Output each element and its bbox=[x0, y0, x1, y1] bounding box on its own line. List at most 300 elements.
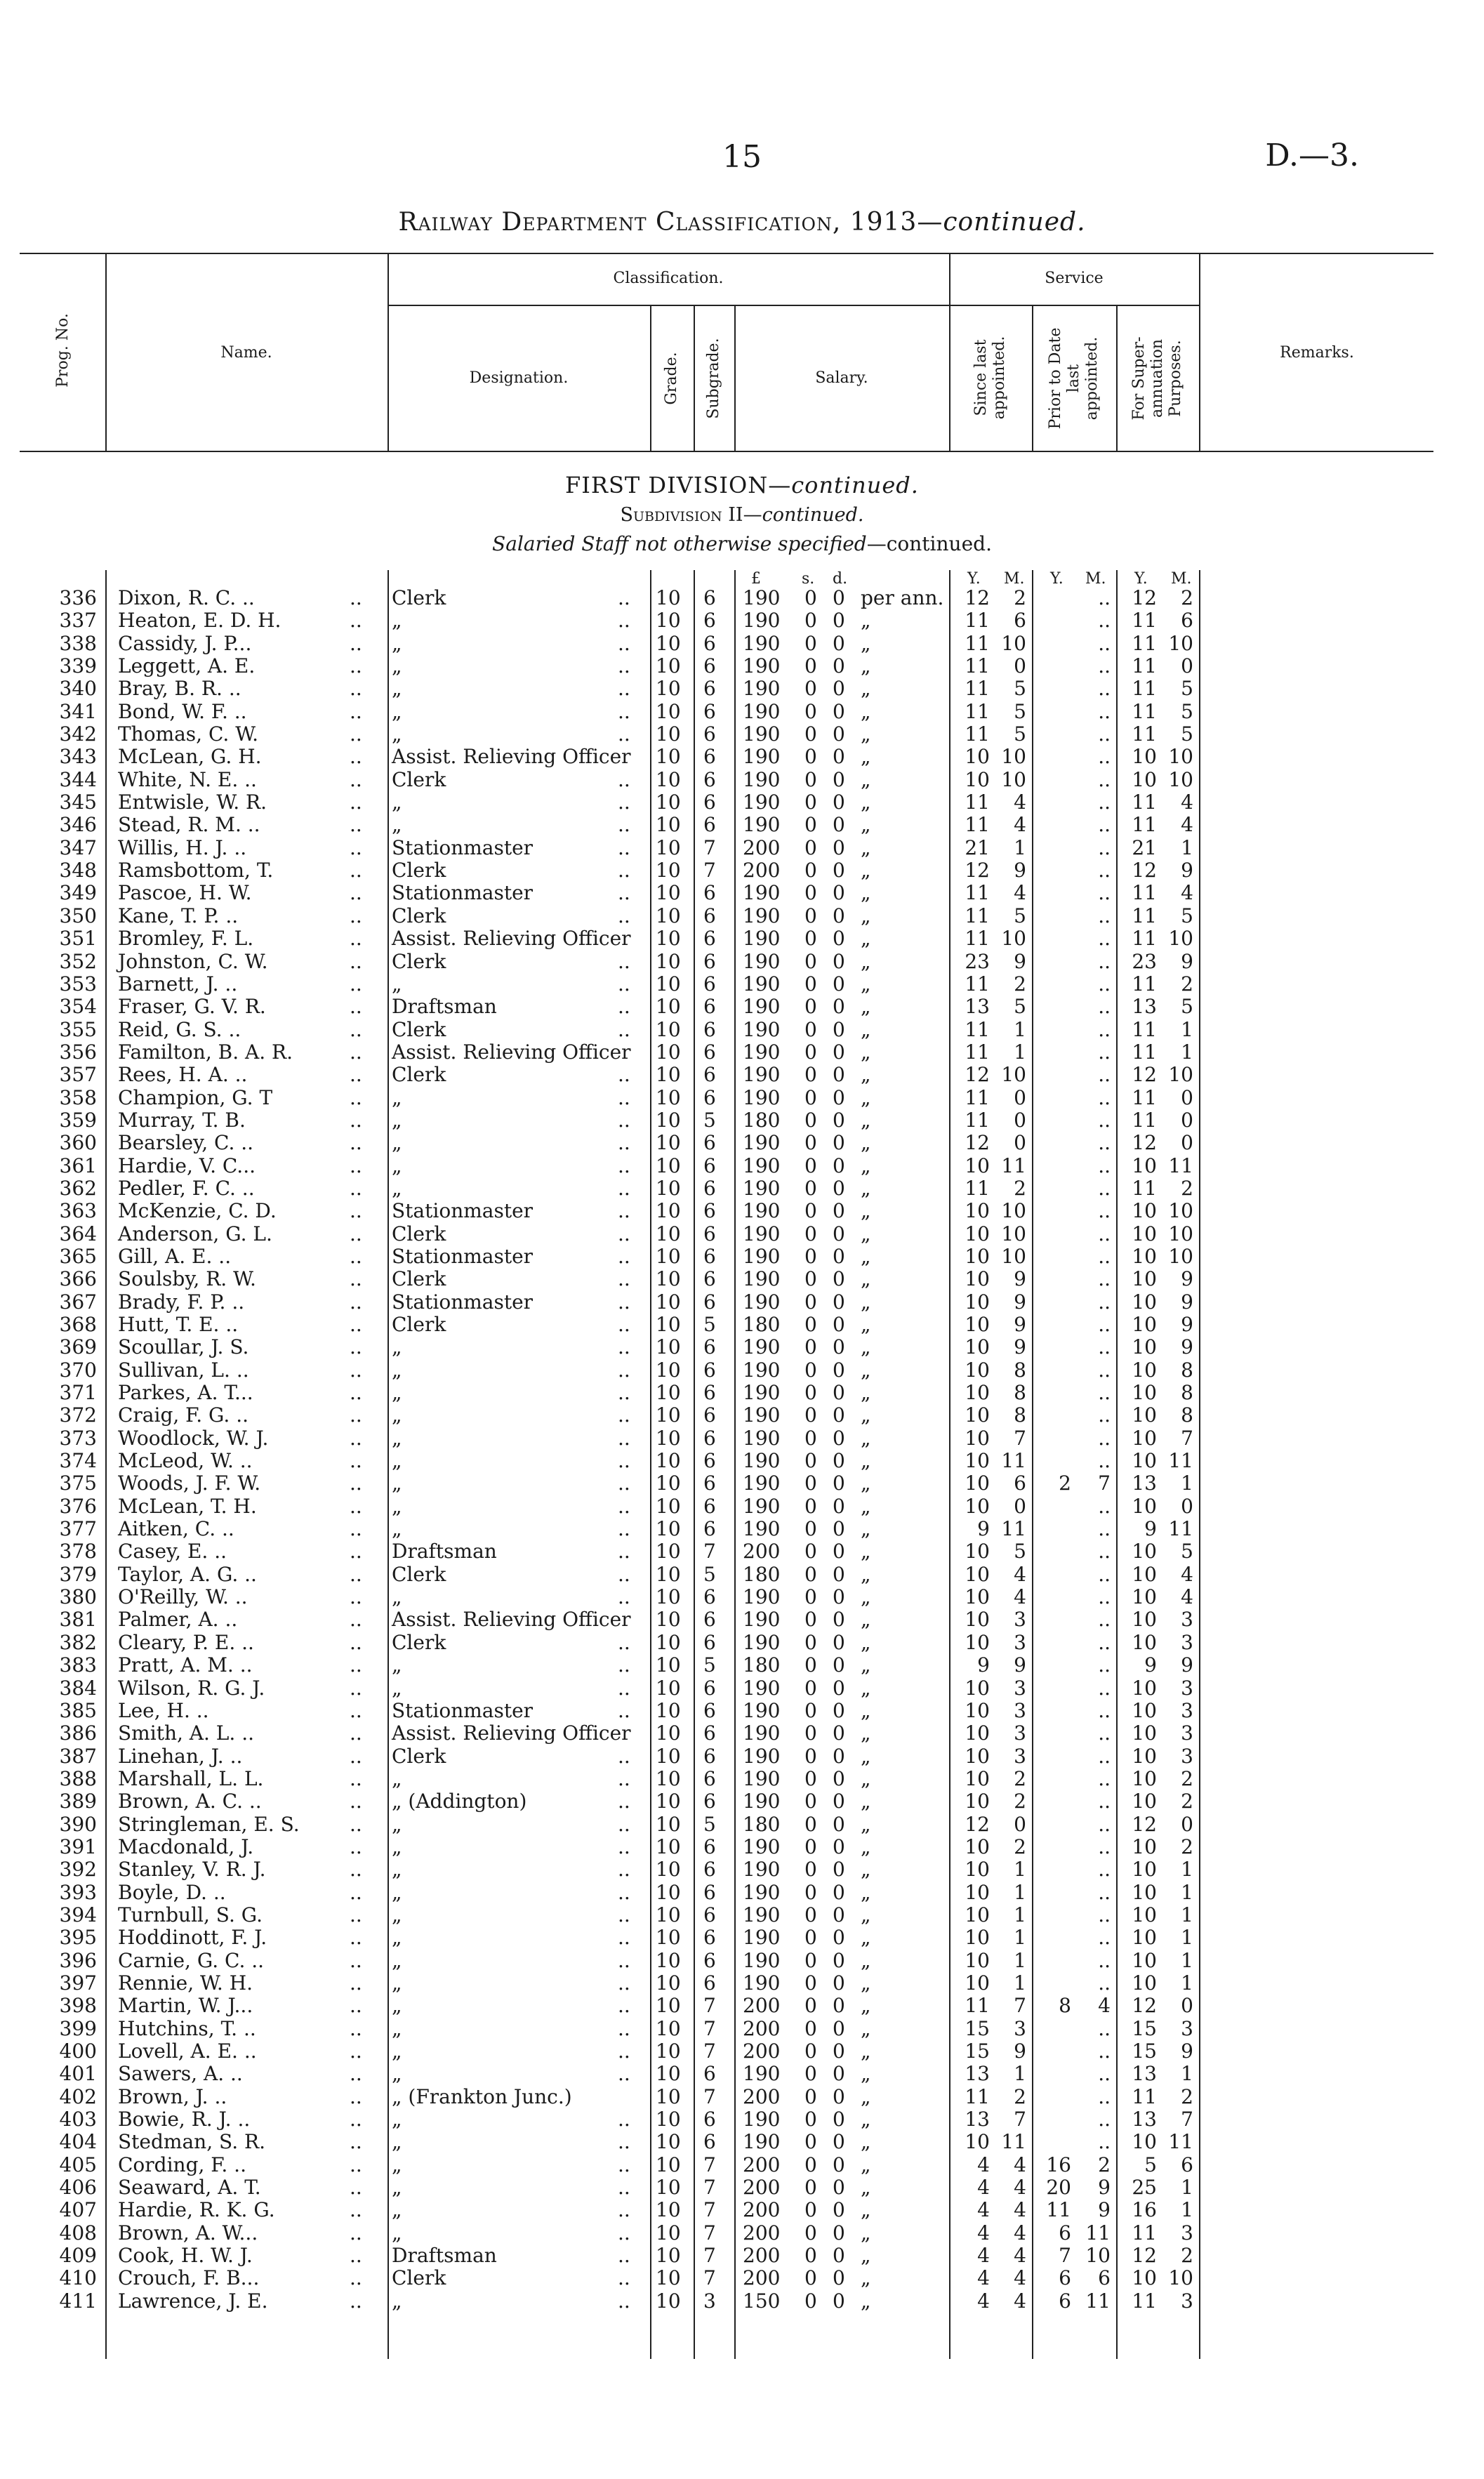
super-months: 3 bbox=[1181, 2289, 1193, 2313]
super-years: 10 bbox=[1132, 2130, 1157, 2154]
staff-name: Gill, A. E. .. bbox=[118, 1244, 232, 1268]
salary-unit: „ bbox=[861, 1335, 871, 1359]
super-years: 11 bbox=[1132, 2289, 1157, 2313]
super-months: 3 bbox=[1181, 2016, 1193, 2040]
grade: 10 bbox=[656, 972, 681, 996]
staff-name: Seaward, A. T. bbox=[118, 2176, 261, 2200]
since-last-years: 10 bbox=[965, 1721, 990, 1745]
prior-months: .. bbox=[1098, 1244, 1111, 1268]
table-row bbox=[0, 2018, 1484, 2040]
prior-months: .. bbox=[1098, 1426, 1111, 1450]
salary-pence: 0 bbox=[833, 1222, 845, 1245]
since-last-years: 10 bbox=[965, 1835, 990, 1858]
since-last-months: 0 bbox=[1014, 1085, 1026, 1109]
designation: Assist. Relieving Officer bbox=[392, 745, 631, 769]
prior-years: 11 bbox=[1046, 2198, 1071, 2222]
salary-shillings: 0 bbox=[804, 2130, 817, 2154]
since-last-years: 10 bbox=[965, 1562, 990, 1586]
super-months: 0 bbox=[1181, 1494, 1193, 1518]
name-leader: .. bbox=[350, 1948, 362, 1972]
super-months: 1 bbox=[1181, 1472, 1193, 1495]
table-row bbox=[0, 1972, 1484, 1995]
since-last-years: 10 bbox=[965, 1744, 990, 1768]
prior-months: .. bbox=[1098, 699, 1111, 723]
name-leader: .. bbox=[350, 1381, 362, 1405]
header-name: Name. bbox=[220, 344, 272, 362]
designation: Draftsman bbox=[392, 2244, 497, 2268]
salary-pounds: 200 bbox=[743, 2084, 781, 2108]
designation: „ (Frankton Junc.) bbox=[392, 2084, 572, 2108]
header-prior-to-date: Prior to Date last appointed. bbox=[1047, 327, 1101, 430]
grade: 10 bbox=[656, 1335, 681, 1359]
since-last-months: 4 bbox=[1014, 813, 1026, 837]
designation: Clerk bbox=[392, 767, 446, 791]
designation: „ bbox=[392, 722, 402, 746]
subgrade: 7 bbox=[703, 2153, 716, 2176]
salary-pence: 0 bbox=[833, 1153, 845, 1177]
grade: 10 bbox=[656, 2130, 681, 2154]
designation-leader: .. bbox=[618, 2176, 630, 2200]
name-leader: .. bbox=[350, 745, 362, 769]
salary-pounds: 190 bbox=[743, 881, 781, 905]
name-leader: .. bbox=[350, 2266, 362, 2290]
classification-rule bbox=[387, 305, 1199, 306]
salary-shillings: 0 bbox=[804, 745, 817, 769]
unit-pound: £ bbox=[751, 570, 761, 588]
table-row bbox=[0, 973, 1484, 996]
salary-shillings: 0 bbox=[804, 654, 817, 678]
salary-pence: 0 bbox=[833, 631, 845, 655]
prior-months: .. bbox=[1098, 1653, 1111, 1677]
since-last-months: 8 bbox=[1014, 1358, 1026, 1382]
prog-no: 404 bbox=[59, 2130, 97, 2154]
since-last-months: 5 bbox=[1014, 722, 1026, 746]
super-years: 10 bbox=[1132, 1335, 1157, 1359]
since-last-months: 2 bbox=[1014, 2084, 1026, 2108]
super-months: 6 bbox=[1181, 2153, 1193, 2176]
since-last-years: 10 bbox=[965, 1971, 990, 1995]
name-leader: .. bbox=[350, 2062, 362, 2086]
salary-unit: „ bbox=[861, 1403, 871, 1427]
staff-name: Cording, F. .. bbox=[118, 2153, 246, 2176]
designation: „ bbox=[392, 1176, 402, 1200]
designation-leader: .. bbox=[618, 1926, 630, 1950]
since-last-years: 10 bbox=[965, 1608, 990, 1632]
table-row bbox=[0, 1518, 1484, 1540]
super-months: 10 bbox=[1168, 745, 1193, 769]
salary-unit: „ bbox=[861, 767, 871, 791]
since-last-months: 5 bbox=[1014, 699, 1026, 723]
super-years: 11 bbox=[1132, 791, 1157, 814]
name-leader: .. bbox=[350, 1698, 362, 1722]
designation: Assist. Relieving Officer bbox=[392, 1040, 631, 1064]
super-years: 11 bbox=[1132, 677, 1157, 701]
salary-shillings: 0 bbox=[804, 1835, 817, 1858]
prior-months: .. bbox=[1098, 1835, 1111, 1858]
designation-leader: .. bbox=[618, 1267, 630, 1291]
salary-unit: „ bbox=[861, 677, 871, 701]
designation-leader: .. bbox=[618, 995, 630, 1019]
designation: Stationmaster bbox=[392, 881, 534, 905]
name-leader: .. bbox=[350, 2040, 362, 2063]
designation: Stationmaster bbox=[392, 1290, 534, 1314]
super-months: 4 bbox=[1181, 1585, 1193, 1609]
since-last-years: 10 bbox=[965, 1426, 990, 1450]
salary-shillings: 0 bbox=[804, 1085, 817, 1109]
since-last-years: 11 bbox=[965, 677, 990, 701]
designation-leader: .. bbox=[618, 1653, 630, 1677]
salary-pence: 0 bbox=[833, 2016, 845, 2040]
designation-leader: .. bbox=[618, 1449, 630, 1473]
super-months: 5 bbox=[1181, 904, 1193, 927]
salary-pence: 0 bbox=[833, 1085, 845, 1109]
since-last-years: 10 bbox=[965, 1858, 990, 1882]
table-row bbox=[0, 1268, 1484, 1290]
prior-months: 10 bbox=[1085, 2244, 1111, 2268]
designation-leader: .. bbox=[618, 1358, 630, 1382]
prog-no: 392 bbox=[59, 1858, 97, 1882]
name-leader: .. bbox=[350, 1176, 362, 1200]
salary-shillings: 0 bbox=[804, 586, 817, 609]
salary-unit: „ bbox=[861, 2040, 871, 2063]
since-last-months: 4 bbox=[1014, 2198, 1026, 2222]
since-last-years: 10 bbox=[965, 1290, 990, 1314]
name-leader: .. bbox=[350, 767, 362, 791]
designation: Clerk bbox=[392, 949, 446, 973]
designation: Stationmaster bbox=[392, 835, 534, 859]
salary-pence: 0 bbox=[833, 972, 845, 996]
col-rule-3 bbox=[650, 305, 651, 452]
salary-shillings: 0 bbox=[804, 835, 817, 859]
prog-no: 337 bbox=[59, 609, 97, 633]
since-last-years: 12 bbox=[965, 1812, 990, 1836]
salary-unit: „ bbox=[861, 1676, 871, 1700]
since-last-years: 11 bbox=[965, 699, 990, 723]
since-last-months: 1 bbox=[1014, 1948, 1026, 1972]
grade: 10 bbox=[656, 1244, 681, 1268]
grade: 10 bbox=[656, 904, 681, 927]
prog-no: 361 bbox=[59, 1153, 97, 1177]
grade: 10 bbox=[656, 1653, 681, 1677]
since-last-months: 4 bbox=[1014, 2244, 1026, 2268]
table-row bbox=[0, 1495, 1484, 1518]
staff-name: Bearsley, C. .. bbox=[118, 1131, 254, 1155]
super-years: 10 bbox=[1132, 1244, 1157, 1268]
prior-months: .. bbox=[1098, 2016, 1111, 2040]
name-leader: .. bbox=[350, 835, 362, 859]
salary-pence: 0 bbox=[833, 1426, 845, 1450]
col-rule-8 bbox=[1116, 305, 1118, 452]
salary-pence: 0 bbox=[833, 1948, 845, 1972]
prior-months: .. bbox=[1098, 949, 1111, 973]
table-row bbox=[0, 996, 1484, 1018]
designation-leader: .. bbox=[618, 1540, 630, 1564]
table-row bbox=[0, 1882, 1484, 1904]
salary-pence: 0 bbox=[833, 2221, 845, 2245]
designation: Stationmaster bbox=[392, 1199, 534, 1223]
designation: „ bbox=[392, 2130, 402, 2154]
since-last-years: 11 bbox=[965, 813, 990, 837]
super-years: 11 bbox=[1132, 722, 1157, 746]
since-last-years: 12 bbox=[965, 1131, 990, 1155]
prog-no: 386 bbox=[59, 1721, 97, 1745]
super-years: 11 bbox=[1132, 881, 1157, 905]
prior-months: .. bbox=[1098, 1971, 1111, 1995]
designation: „ bbox=[392, 1835, 402, 1858]
subgrade: 7 bbox=[703, 2198, 716, 2222]
grade: 10 bbox=[656, 949, 681, 973]
designation: Clerk bbox=[392, 1017, 446, 1041]
salary-pence: 0 bbox=[833, 1676, 845, 1700]
grade: 10 bbox=[656, 1517, 681, 1541]
designation-leader: .. bbox=[618, 2221, 630, 2245]
staff-name: Fraser, G. V. R. bbox=[118, 995, 266, 1019]
prog-no: 368 bbox=[59, 1313, 97, 1336]
designation-leader: .. bbox=[618, 1766, 630, 1790]
salary-unit: „ bbox=[861, 1517, 871, 1541]
since-last-years: 11 bbox=[965, 722, 990, 746]
super-months: 1 bbox=[1181, 1040, 1193, 1064]
salary-unit: „ bbox=[861, 1835, 871, 1858]
since-last-years: 11 bbox=[965, 1085, 990, 1109]
salary-pounds: 190 bbox=[743, 1040, 781, 1064]
name-leader: .. bbox=[350, 609, 362, 633]
subgrade: 6 bbox=[703, 813, 716, 837]
staff-name: Wilson, R. G. J. bbox=[118, 1676, 265, 1700]
since-last-years: 11 bbox=[965, 609, 990, 633]
designation-leader: .. bbox=[618, 1812, 630, 1836]
super-years: 10 bbox=[1132, 1267, 1157, 1291]
name-leader: .. bbox=[350, 1017, 362, 1041]
super-months: 4 bbox=[1181, 1562, 1193, 1586]
since-last-months: 2 bbox=[1014, 1835, 1026, 1858]
super-months: 8 bbox=[1181, 1381, 1193, 1405]
since-last-years: 13 bbox=[965, 2062, 990, 2086]
salary-pence: 0 bbox=[833, 1199, 845, 1223]
prior-months: .. bbox=[1098, 767, 1111, 791]
staff-name: Craig, F. G. .. bbox=[118, 1403, 249, 1427]
prior-months: .. bbox=[1098, 1630, 1111, 1654]
grade: 10 bbox=[656, 791, 681, 814]
super-years: 10 bbox=[1132, 1766, 1157, 1790]
salary-pence: 0 bbox=[833, 1540, 845, 1564]
designation: Clerk bbox=[392, 1313, 446, 1336]
designation: „ bbox=[392, 1653, 402, 1677]
name-leader: .. bbox=[350, 1313, 362, 1336]
designation-leader: .. bbox=[618, 609, 630, 633]
super-months: 1 bbox=[1181, 1903, 1193, 1926]
super-years: 12 bbox=[1132, 586, 1157, 609]
header-bottom-rule bbox=[20, 451, 1433, 452]
title-continued: continued. bbox=[943, 208, 1086, 237]
salary-unit: „ bbox=[861, 1903, 871, 1926]
since-last-years: 11 bbox=[965, 654, 990, 678]
since-last-years: 11 bbox=[965, 904, 990, 927]
salary-pence: 0 bbox=[833, 1653, 845, 1677]
salary-pounds: 190 bbox=[743, 1744, 781, 1768]
prog-no: 401 bbox=[59, 2062, 97, 2086]
since-last-months: 5 bbox=[1014, 1540, 1026, 1564]
subgrade: 6 bbox=[703, 2062, 716, 2086]
table-row bbox=[0, 1382, 1484, 1404]
name-leader: .. bbox=[350, 1449, 362, 1473]
salary-unit: „ bbox=[861, 1971, 871, 1995]
grade: 10 bbox=[656, 881, 681, 905]
designation-leader: .. bbox=[618, 1244, 630, 1268]
designation-leader: .. bbox=[618, 722, 630, 746]
salary-pence: 0 bbox=[833, 586, 845, 609]
table-row bbox=[0, 1858, 1484, 1881]
since-last-years: 10 bbox=[965, 1313, 990, 1336]
salary-unit: „ bbox=[861, 2198, 871, 2222]
staff-name: Taylor, A. G. .. bbox=[118, 1562, 257, 1586]
prog-no: 388 bbox=[59, 1766, 97, 1790]
since-last-months: 2 bbox=[1014, 1790, 1026, 1813]
super-months: 10 bbox=[1168, 767, 1193, 791]
subgrade: 6 bbox=[703, 1698, 716, 1722]
salary-pounds: 190 bbox=[743, 1244, 781, 1268]
staff-name: Bromley, F. L. bbox=[118, 927, 254, 951]
unit-shillings: s. bbox=[802, 570, 815, 588]
staff-name: Marshall, L. L. bbox=[118, 1766, 264, 1790]
salary-pounds: 200 bbox=[743, 2016, 781, 2040]
table-row bbox=[0, 2063, 1484, 2085]
designation-leader: .. bbox=[618, 949, 630, 973]
grade: 10 bbox=[656, 1063, 681, 1087]
designation-leader: .. bbox=[618, 767, 630, 791]
designation: „ bbox=[392, 2040, 402, 2063]
since-last-months: 10 bbox=[1001, 1199, 1026, 1223]
prog-no: 359 bbox=[59, 1108, 97, 1132]
table-row bbox=[0, 1745, 1484, 1768]
super-years: 10 bbox=[1132, 1540, 1157, 1564]
salary-pence: 0 bbox=[833, 1812, 845, 1836]
salary-pounds: 190 bbox=[743, 813, 781, 837]
super-months: 0 bbox=[1181, 1994, 1193, 2018]
super-months: 5 bbox=[1181, 995, 1193, 1019]
title-main: Railway Department Classification, 1913— bbox=[398, 208, 943, 237]
salary-pence: 0 bbox=[833, 2198, 845, 2222]
salary-shillings: 0 bbox=[804, 2016, 817, 2040]
salary-unit: „ bbox=[861, 949, 871, 973]
designation: „ bbox=[392, 1971, 402, 1995]
designation-leader: .. bbox=[618, 1222, 630, 1245]
prog-no: 396 bbox=[59, 1948, 97, 1972]
super-years: 11 bbox=[1132, 813, 1157, 837]
since-last-years: 10 bbox=[965, 1199, 990, 1223]
super-years: 11 bbox=[1132, 904, 1157, 927]
name-leader: .. bbox=[350, 1744, 362, 1768]
subgrade: 6 bbox=[703, 1744, 716, 1768]
staff-name: McLean, T. H. bbox=[118, 1494, 257, 1518]
since-last-months: 1 bbox=[1014, 835, 1026, 859]
designation: „ bbox=[392, 1903, 402, 1926]
salary-unit: „ bbox=[861, 722, 871, 746]
salary-shillings: 0 bbox=[804, 972, 817, 996]
name-leader: .. bbox=[350, 2084, 362, 2108]
salary-pounds: 190 bbox=[743, 745, 781, 769]
grade: 10 bbox=[656, 813, 681, 837]
salary-pounds: 190 bbox=[743, 1290, 781, 1314]
super-years: 10 bbox=[1132, 1858, 1157, 1882]
prog-no: 400 bbox=[59, 2040, 97, 2063]
since-last-months: 0 bbox=[1014, 1812, 1026, 1836]
super-months: 11 bbox=[1168, 1153, 1193, 1177]
designation: Clerk bbox=[392, 904, 446, 927]
table-row bbox=[0, 814, 1484, 836]
prog-no: 340 bbox=[59, 677, 97, 701]
salary-shillings: 0 bbox=[804, 1335, 817, 1359]
prior-months: .. bbox=[1098, 677, 1111, 701]
salary-pence: 0 bbox=[833, 1585, 845, 1609]
salary-pounds: 190 bbox=[743, 1698, 781, 1722]
salary-unit: „ bbox=[861, 995, 871, 1019]
super-months: 1 bbox=[1181, 1948, 1193, 1972]
page-title bbox=[0, 208, 1484, 237]
super-years: 9 bbox=[1144, 1517, 1157, 1541]
salary-unit: „ bbox=[861, 1948, 871, 1972]
salary-pounds: 190 bbox=[743, 1903, 781, 1926]
super-months: 7 bbox=[1181, 1426, 1193, 1450]
name-leader: .. bbox=[350, 813, 362, 837]
name-leader: .. bbox=[350, 1858, 362, 1882]
table-row bbox=[0, 1200, 1484, 1222]
super-years: 11 bbox=[1132, 654, 1157, 678]
super-years: 12 bbox=[1132, 859, 1157, 882]
prog-no: 346 bbox=[59, 813, 97, 837]
grade: 10 bbox=[656, 1562, 681, 1586]
staff-name: Brown, J. .. bbox=[118, 2084, 227, 2108]
salary-pence: 0 bbox=[833, 1335, 845, 1359]
prog-no: 358 bbox=[59, 1085, 97, 1109]
designation: „ bbox=[392, 813, 402, 837]
prog-no: 370 bbox=[59, 1358, 97, 1382]
super-years: 11 bbox=[1132, 1085, 1157, 1109]
since-last-years: 10 bbox=[965, 1630, 990, 1654]
since-last-years: 12 bbox=[965, 1063, 990, 1087]
grade: 10 bbox=[656, 1131, 681, 1155]
super-months: 9 bbox=[1181, 2040, 1193, 2063]
subgrade: 6 bbox=[703, 1085, 716, 1109]
salary-pounds: 190 bbox=[743, 1880, 781, 1904]
grade: 10 bbox=[656, 699, 681, 723]
subgrade: 6 bbox=[703, 1267, 716, 1291]
since-last-years: 10 bbox=[965, 745, 990, 769]
since-last-years: 4 bbox=[977, 2266, 990, 2290]
super-years: 10 bbox=[1132, 1290, 1157, 1314]
super-months: 4 bbox=[1181, 881, 1193, 905]
staff-name: Familton, B. A. R. bbox=[118, 1040, 293, 1064]
name-leader: .. bbox=[350, 1472, 362, 1495]
prior-months: .. bbox=[1098, 1608, 1111, 1632]
grade: 10 bbox=[656, 1676, 681, 1700]
super-months: 10 bbox=[1168, 2266, 1193, 2290]
super-years: 10 bbox=[1132, 1698, 1157, 1722]
prior-months: .. bbox=[1098, 722, 1111, 746]
super-years: 10 bbox=[1132, 1926, 1157, 1950]
table-row bbox=[0, 1291, 1484, 1314]
table-row bbox=[0, 1995, 1484, 2017]
unit-months-1: M. bbox=[1004, 570, 1025, 588]
name-leader: .. bbox=[350, 1222, 362, 1245]
prior-months: .. bbox=[1098, 1381, 1111, 1405]
super-years: 11 bbox=[1132, 1108, 1157, 1132]
salary-pounds: 190 bbox=[743, 1585, 781, 1609]
designation-leader: .. bbox=[618, 654, 630, 678]
salary-pence: 0 bbox=[833, 1880, 845, 1904]
grade: 10 bbox=[656, 1721, 681, 1745]
super-years: 11 bbox=[1132, 699, 1157, 723]
